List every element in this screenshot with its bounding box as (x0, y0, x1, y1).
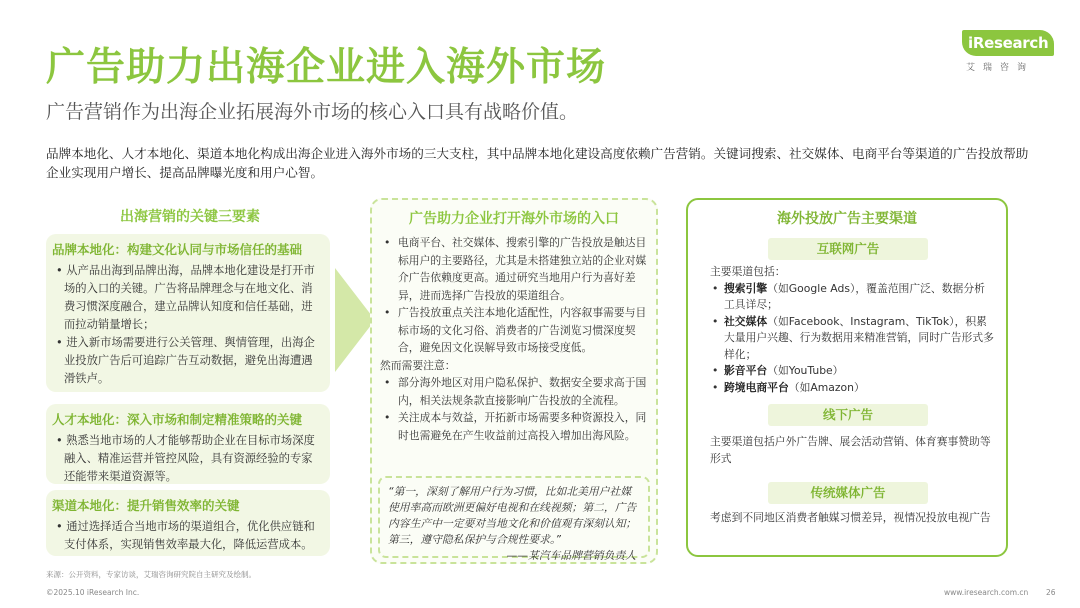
card-title: 品牌本地化：构建文化认同与市场信任的基础 (52, 242, 303, 257)
channel-name: 影音平台 (724, 364, 768, 377)
source-note: 来源：公开资料，专家访谈，艾瑞咨询研究院自主研究及绘制。 (46, 570, 256, 579)
channel-item (710, 314, 994, 364)
logo-brand: iResearch (962, 30, 1054, 56)
website: www.iresearch.com.cn (944, 588, 1029, 597)
traditional-media-chip: 传统媒体广告 (768, 482, 928, 504)
offline-ads-text: 主要渠道包括户外广告牌、展会活动营销、体育赛事赞助等形式 (710, 435, 991, 465)
intro-paragraph: 品牌本地化、人才本地化、渠道本地化构成出海企业进入海外市场的三大支柱，其中品牌本地化建设高度依赖广告营销。关键词搜索、社交媒体、电商平台等渠道的广告投放帮助企业实现用户增长、提高品牌曝光度和用户心智。 (46, 146, 1029, 180)
channel-desc: （如Amazon） (788, 380, 865, 394)
middle-bullet: • 部分海外地区对用户隐私保护、数据安全要求高于国内，相关法规条款直接影响广告投放的全流程。 (380, 374, 650, 409)
channel-item (710, 281, 994, 314)
copyright: ©2025.10 iResearch Inc. (46, 588, 140, 597)
offline-ads-chip: 线下广告 (768, 404, 928, 426)
left-column-heading: 出海营销的关键三要素 (120, 209, 260, 225)
channel-name: 搜索引擎 (724, 281, 768, 295)
expert-quote (378, 476, 650, 562)
channel-name: 社交媒体 (724, 314, 768, 328)
page-subtitle: 广告营销作为出海企业拓展海外市场的核心入口具有战略价值。 (46, 101, 579, 123)
card-bullet: • 通过选择适合当地市场的渠道组合，优化供应链和支付体系，实现销售效率最大化，降低运营成本。 (56, 520, 315, 551)
channel-item (710, 363, 994, 380)
card-bullet: • 熟悉当地市场的人才能够帮助企业在目标市场深度融入、精准运营并管控风险，具有资源经验的专家还能带来渠道资源等。 (56, 434, 315, 483)
iresearch-logo (962, 30, 1056, 76)
internet-lead: 主要渠道包括： (710, 265, 786, 278)
internet-ads-chip: 互联网广告 (768, 238, 928, 260)
right-arrow-icon (335, 268, 375, 372)
talent-localization-card (46, 404, 330, 484)
channel-desc: （如Google Ads），覆盖范围广泛、数据分析工具详尽； (724, 281, 985, 311)
right-column-heading: 海外投放广告主要渠道 (777, 211, 917, 227)
page-title: 广告助力出海企业进入海外市场 (46, 45, 607, 90)
channel-item (710, 380, 994, 397)
traditional-media-text: 考虑到不同地区消费者触媒习惯差异，视情况投放电视广告 (710, 511, 991, 524)
quote-text: “第一，深刻了解用户行为习惯，比如北美用户社媒使用率高而欧洲更偏好电视和在线视频；第二，广告内容生产中一定要对当地文化和价值观有深刻认知；第三，遵守隐私保护与合规性要求。” (388, 485, 637, 546)
quote-author: ——某汽车品牌营销负责人 (506, 549, 636, 562)
card-title: 渠道本地化：提升销售效率的关键 (52, 498, 240, 513)
page-number: 26 (1046, 588, 1056, 597)
middle-column-heading: 广告助力企业打开海外市场的入口 (409, 211, 619, 227)
channel-localization-card (46, 490, 330, 556)
channel-desc: （如YouTube） (767, 364, 844, 377)
card-bullet: • 进入新市场需要进行公关管理、舆情管理，出海企业投放广告后可追踪广告互动数据，避免出海遭遇滑铁卢。 (56, 336, 315, 385)
middle-bullet: • 广告投放重点关注本地化适配性，内容叙事需要与目标市场的文化习俗、消费者的广告浏览习惯深度契合，避免因文化误解导致市场接受度低。 (380, 304, 650, 357)
card-title: 人才本地化：深入市场和制定精准策略的关键 (52, 412, 303, 427)
middle-bullet: • 关注成本与效益，开拓新市场需要多种资源投入，同时也需避免在产生收益前过高投入增加出海风险。 (380, 409, 650, 444)
channel-name: 跨境电商平台 (724, 380, 789, 394)
logo-subtext: 艾瑞咨询 (966, 63, 1035, 73)
ad-channels-panel (686, 198, 1008, 557)
channel-desc: （如Facebook、Instagram、TikTok），积累大量用户兴趣、行为数据用来精准营销，同时广告形式多样化； (724, 314, 994, 361)
ad-entry-panel (370, 198, 658, 564)
card-bullet: • 从产品出海到品牌出海，品牌本地化建设是打开市场的入口的关键。广告将品牌理念与在地文化、消费习惯深度融合，建立品牌认知度和信任基础，进而拉动销量增长； (56, 264, 315, 331)
middle-note: 然而需要注意： (380, 358, 456, 372)
brand-localization-card (46, 234, 330, 392)
middle-bullet: • 电商平台、社交媒体、搜索引擎的广告投放是触达目标用户的主要路径，尤其是未搭建独立站的企业对媒介广告依赖度更高。通过研究当地用户行为喜好差异，进而选择广告投放的渠道组合。 (380, 234, 650, 304)
